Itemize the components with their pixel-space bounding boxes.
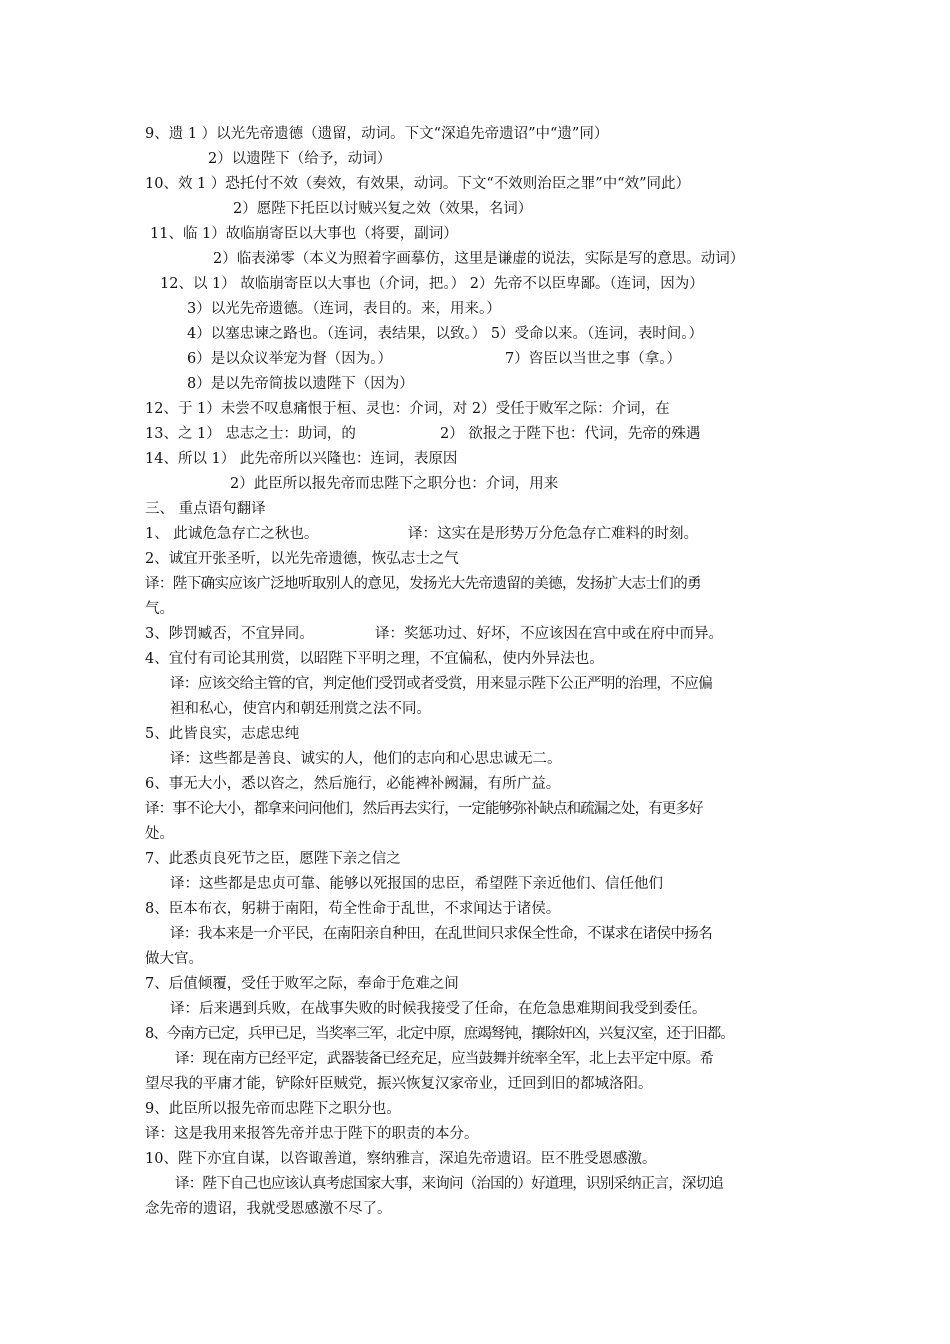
translation-text: 译：陛下确实应该广泛地听取别人的意见，发扬光大先帝遗留的美德，发扬扩大志士们的勇 [145, 576, 701, 592]
translation-text: 译：应该交给主管的官，判定他们受罚或者受赏，用来显示陛下公正严明的治理，不应偏 [170, 676, 713, 692]
translation-text: 袒和私心，使宫内和朝廷刑赏之法不同。 [170, 701, 431, 717]
vocab-line: 12、于 1）未尝不叹息痛恨于桓、灵也：介词，对 2）受任于败军之际：介词，在 [145, 401, 670, 417]
vocab-line: 9、遗 1 ）以光先帝遗德（遗留，动词。下文“深追先帝遗诏”中“遗”同） [145, 126, 609, 142]
vocab-line: 10、效 1 ）恐托付不效（奏效，有效果，动词。下文“不效则治臣之罪”中“效”同此） [145, 176, 691, 192]
translation-text: 译：奖惩功过、好坏，不应该因在宫中或在府中而异。 [375, 626, 723, 642]
translation-text: 译：这些都是忠贞可靠、能够以死报国的忠臣，希望陛下亲近他们、信任他们 [170, 876, 663, 892]
vocab-line: 8）是以先帝简拔以遗陛下（因为） [187, 376, 414, 392]
source-sentence: 8、臣本布衣，躬耕于南阳，苟全性命于乱世，不求闻达于诸侯。 [145, 901, 561, 917]
vocab-line: 12、以 1） 故临崩寄臣以大事也（介词，把。） 2）先帝不以臣卑鄙。（连词，因为） [160, 276, 704, 292]
vocab-item: 6）是以众议举宠为督（因为。） [187, 351, 392, 367]
translation-text: 译：后来遇到兵败，在战事失败的时候我接受了任命，在危急患难期间我受到委任。 [170, 1001, 707, 1017]
vocab-line: 2）临表涕零（本义为照着字画摹仿，这里是谦虚的说法，实际是写的意思。动词） [213, 251, 745, 267]
translation-text: 译：现在南方已经平定，武器装备已经充足，应当鼓舞并统率全军，北上去平定中原。希 [175, 1051, 714, 1067]
vocab-line: 11、临 1）故临崩寄臣以大事也（将要，副词） [150, 226, 458, 242]
translation-text: 译：事不论大小，都拿来问问他们，然后再去实行，一定能够弥补缺点和疏漏之处，有更多好 [145, 801, 703, 817]
source-sentence: 1、 此诚危急存亡之秋也。 [145, 526, 319, 542]
translation-text: 译：这是我用来报答先帝并忠于陛下的职责的本分。 [145, 1126, 479, 1142]
vocab-line: 14、所以 1） 此先帝所以兴隆也：连词，表原因 [145, 451, 458, 467]
vocab-line: 2）以遗陛下（给予，动词） [208, 151, 392, 167]
source-sentence: 6、事无大小，悉以咨之，然后施行，必能裨补阙漏，有所广益。 [145, 776, 561, 792]
source-sentence: 4、宜付有司论其刑赏，以昭陛下平明之理，不宜偏私，使内外异法也。 [145, 651, 604, 667]
source-sentence: 7、此悉贞良死节之臣，愿陛下亲之信之 [145, 851, 401, 867]
source-sentence: 9、此臣所以报先帝而忠陛下之职分也。 [145, 1101, 401, 1117]
source-sentence: 2、诚宜开张圣听，以光先帝遗德，恢弘志士之气 [145, 551, 459, 567]
translation-text: 译：这实在是形势万分危急存亡难料的时刻。 [408, 526, 698, 542]
translation-text: 做大官。 [145, 951, 203, 967]
vocab-line: 3）以光先帝遗德。（连词，表目的。来，用来。） [187, 301, 501, 317]
translation-text: 气。 [145, 601, 174, 617]
source-sentence: 7、后值倾覆，受任于败军之际，奉命于危难之间 [145, 976, 459, 992]
section-heading: 三、 重点语句翻译 [145, 501, 266, 517]
translation-text: 念先帝的遗诏，我就受恩感激不尽了。 [145, 1201, 392, 1217]
source-sentence: 10、陛下亦宜自谋，以咨诹善道，察纳雅言，深追先帝遗诏。臣不胜受恩感激。 [145, 1151, 657, 1167]
source-sentence: 8、今南方已定，兵甲已足，当奖率三军，北定中原，庶竭驽钝，攘除奸凶，兴复汉室，还于旧都。 [145, 1026, 734, 1042]
vocab-line: 4）以塞忠谏之路也。（连词，表结果，以致。） 5）受命以来。（连词，表时间。） [187, 326, 704, 342]
source-sentence: 3、陟罚臧否，不宜异同。 [145, 626, 314, 642]
translation-line [145, 622, 785, 647]
translation-text: 处。 [145, 826, 174, 842]
vocab-item: 13、之 1） 忠志之士：助词，的 [145, 426, 356, 442]
translation-text: 译：这些都是善良、诚实的人，他们的志向和心思忠诚无二。 [170, 751, 562, 767]
translation-text: 望尽我的平庸才能，铲除奸臣贼党，振兴恢复汉家帝业，迁回到旧的都城洛阳。 [145, 1076, 653, 1092]
vocab-item: 7）咨臣以当世之事（拿。） [505, 351, 681, 367]
vocab-line [187, 347, 747, 372]
vocab-line [145, 422, 785, 447]
translation-text: 译：陛下自己也应该认真考虑国家大事，来询问（治国的）好道理，识别采纳正言，深切追 [175, 1176, 723, 1192]
source-sentence: 5、此皆良实，志虑忠纯 [145, 726, 300, 742]
vocab-item: 2） 欲报之于陛下也：代词，先帝的殊遇 [440, 426, 701, 442]
vocab-line: 2）此臣所以报先帝而忠陛下之职分也：介词，用来 [230, 476, 559, 492]
translation-text: 译：我本来是一介平民，在南阳亲自种田，在乱世间只求保全性命，不谋求在诸侯中扬名 [170, 926, 713, 942]
vocab-line: 2）愿陛下托臣以讨贼兴复之效（效果，名词） [233, 201, 533, 217]
translation-line [145, 522, 785, 547]
